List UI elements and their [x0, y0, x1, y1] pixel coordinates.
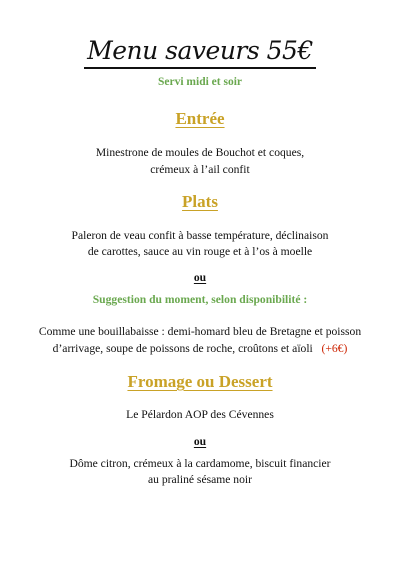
suggestion-line-2: d’arrivage, soupe de poissons de roche, croûtons et aïoli — [52, 342, 313, 355]
plats-or-label: ou — [193, 271, 207, 284]
menu-title: Menu saveurs 55€ — [84, 36, 316, 69]
entree-heading-text: Entrée — [175, 109, 225, 128]
entree-line-1: Minestrone de moules de Bouchot et coques, — [95, 146, 305, 159]
suggestion-line-2-row — [0, 342, 400, 355]
dessert-or-label: ou — [193, 435, 207, 448]
dessert-line-1: Dôme citron, crémeux à la cardamome, biscuit financier — [69, 457, 331, 470]
cheese-line: Le Pélardon AOP des Cévennes — [126, 408, 274, 421]
service-hours: Servi midi et soir — [158, 76, 242, 88]
section-heading-plats — [0, 192, 400, 212]
plats-line-2: de carottes, sauce au vin rouge et à l’os à moelle — [87, 245, 313, 258]
title-block — [0, 36, 400, 69]
supplement-price: (+6€) — [321, 342, 348, 355]
dessert-heading-text: Fromage ou Dessert — [127, 372, 273, 391]
dessert-line-2: au praliné sésame noir — [148, 473, 252, 486]
section-heading-entree — [0, 109, 400, 129]
suggestion-line-1: Comme une bouillabaisse : demi-homard bleu de Bretagne et poisson — [38, 325, 362, 338]
plats-line-1: Paleron de veau confit à basse température, déclinaison — [71, 229, 329, 242]
plats-or-row — [0, 268, 400, 286]
plats-heading-text: Plats — [182, 192, 218, 211]
dessert-or-row — [0, 432, 400, 450]
section-heading-dessert — [0, 372, 400, 392]
suggestion-label: Suggestion du moment, selon disponibilité : — [92, 293, 308, 306]
entree-line-2: crémeux à l’ail confit — [150, 163, 250, 176]
